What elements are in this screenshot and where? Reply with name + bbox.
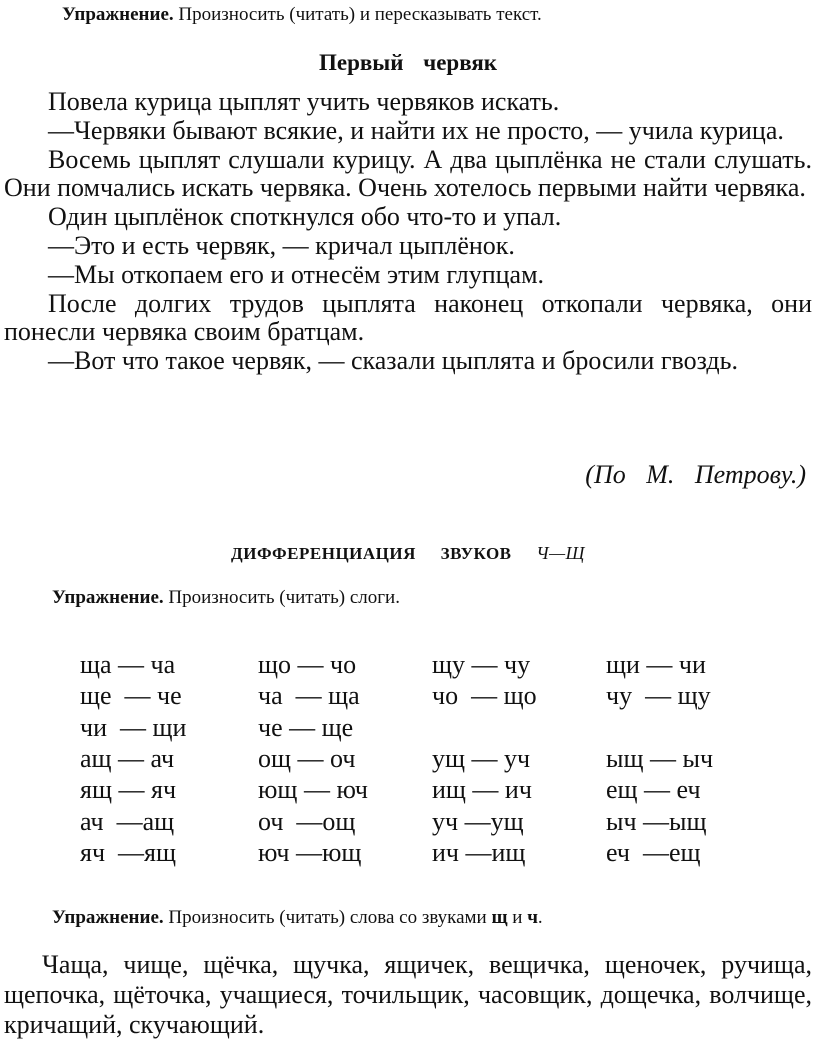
- syllable-pair: яч —ящ: [80, 837, 177, 867]
- exercise-end: .: [537, 907, 543, 928]
- syllable-pair: ящ — яч: [80, 775, 177, 805]
- sound-ch: ч: [527, 907, 538, 928]
- syllable-pair: че — ще: [258, 712, 354, 742]
- syllable-pair: що — чо: [258, 650, 357, 679]
- story-paragraph: Восемь цыплят слушали курицу. А два цыплёнка не стали слушать. Они помчались искать червяка. Очень хотелось первыми найти червяка.: [4, 144, 812, 203]
- story-paragraph: Один цыплёнок споткнулся обо что-то и упал.: [48, 202, 562, 232]
- syllable-pair: ущ — уч: [432, 743, 531, 773]
- story-title: Первый червяк: [318, 50, 498, 75]
- section-sounds: Ч—Щ: [536, 543, 585, 563]
- syllable-pair: еч —ещ: [606, 837, 701, 867]
- story-paragraph: —Червяки бывают всякие, и найти их не просто, — учила курица.: [48, 115, 784, 145]
- syllable-pair: ча — ща: [258, 681, 360, 711]
- exercise-instruction-2: [52, 587, 400, 609]
- exercise-text: Произносить (читать) слоги.: [163, 587, 400, 608]
- story-paragraph: После долгих трудов цыплята наконец откопали червяка, они понесли червяка своим братцам.: [4, 288, 812, 347]
- story-author: (По М. Петрову.): [585, 460, 806, 489]
- exercise-label: Упражнение.: [62, 4, 174, 25]
- story-text: [4, 88, 812, 376]
- exercise-text: Произносить (читать) слова со звуками: [163, 907, 492, 928]
- syllable-pair: ащ — ач: [80, 743, 175, 773]
- syllable-pair: чо — що: [432, 681, 537, 711]
- syllable-pair: щу — чу: [432, 650, 531, 679]
- syllable-pair: ощ — оч: [258, 743, 356, 773]
- syllable-pair: ща — ча: [80, 650, 176, 679]
- syllable-pair: ач —ащ: [80, 806, 175, 836]
- story-paragraph: —Это и есть червяк, — кричал цыплёнок.: [48, 230, 515, 260]
- syllable-pair: юч —ющ: [258, 837, 362, 867]
- exercise-label: Упражнение.: [52, 587, 164, 608]
- exercise-text: Произносить (читать) и пересказывать текст.: [173, 4, 542, 25]
- syllable-pair: ыч —ыщ: [606, 806, 707, 836]
- syllable-pair: чу — щу: [606, 681, 711, 711]
- exercise-instruction-3: [52, 907, 543, 929]
- story-paragraph: Повела курица цыплят учить червяков искать.: [48, 87, 560, 116]
- syllable-pair: ич —ищ: [432, 837, 526, 867]
- word-list: [4, 950, 812, 1040]
- syllable-pair: ще — че: [80, 681, 182, 711]
- syllable-pair: ещ — еч: [606, 775, 701, 805]
- syllable-pair: ющ — юч: [258, 775, 368, 805]
- syllable-pair: уч —ущ: [432, 806, 524, 836]
- story-paragraph: —Мы откопаем его и отнесём этим глупцам.: [48, 259, 545, 289]
- syllable-pair: ыщ — ыч: [606, 743, 714, 773]
- word-list-text: Чаща, чище, щёчка, щучка, ящичек, вещичка, щеночек, ручища, щепочка, щёточка, учащиеся, точильщик, часовщик, дощечка, волчище, кричащий, скучающий.: [4, 950, 812, 1039]
- syllable-pair: щи — чи: [606, 650, 706, 679]
- exercise-instruction-1: [62, 4, 542, 26]
- syllable-pair: чи — щи: [80, 712, 187, 742]
- syllable-pair: оч —ощ: [258, 806, 356, 836]
- section-heading: [0, 543, 816, 564]
- syllable-pair: ищ — ич: [432, 775, 532, 805]
- exercise-and: и: [507, 907, 528, 928]
- section-title: ДИФФЕРЕНЦИАЦИЯ ЗВУКОВ: [231, 544, 512, 563]
- sound-shch: щ: [491, 907, 508, 928]
- exercise-label: Упражнение.: [52, 907, 164, 928]
- story-paragraph: —Вот что такое червяк, — сказали цыплята и бросили гвоздь.: [48, 346, 738, 376]
